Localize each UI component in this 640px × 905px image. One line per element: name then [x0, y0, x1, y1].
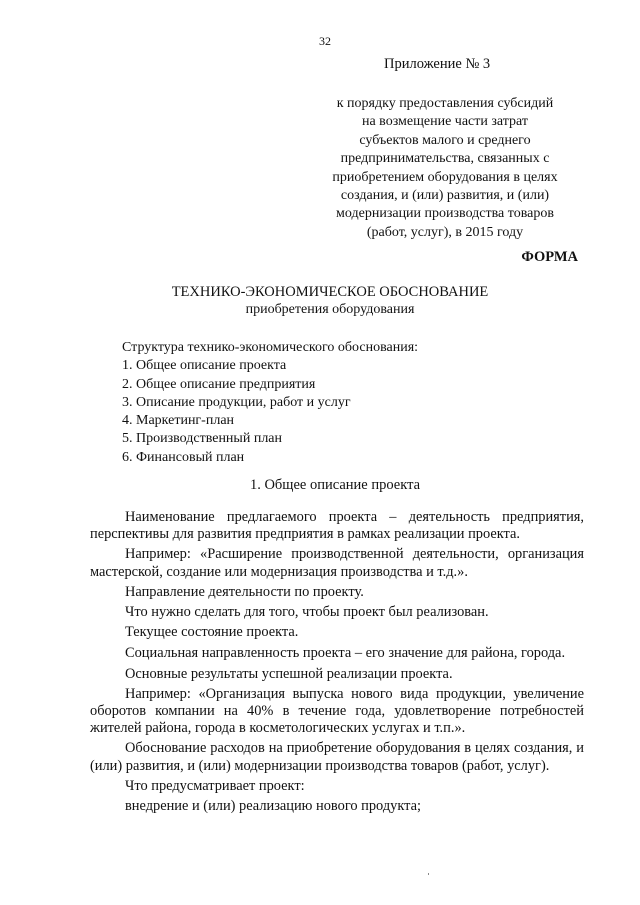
paragraph: Например: «Организация выпуска нового вида продукции, увеличение оборотов компании на 40% в течение года, удовлетворение потребностей жителей района, города в косметологических услугах и т.п.». [90, 685, 584, 737]
paragraph: Что предусматривает проект: [125, 777, 305, 794]
forma-label: ФОРМА [521, 249, 578, 265]
section-heading: 1. Общее описание проекта [249, 477, 421, 493]
paragraph: внедрение и (или) реализацию нового продукта; [125, 798, 421, 815]
paragraph: Основные результаты успешной реализации проекта. [125, 665, 453, 682]
paragraph: Что нужно сделать для того, чтобы проект был реализован. [125, 604, 489, 621]
list-item: 5. Производственный план [122, 431, 283, 447]
appendix-line: создания, и (или) развития, и (или) [340, 188, 550, 204]
structure-list [122, 339, 418, 467]
list-item: 2. Общее описание предприятия [122, 376, 316, 392]
paragraph: Наименование предлагаемого проекта – деятельность предприятия, перспективы для развития предприятия в рамках реализации проекта. [90, 509, 584, 543]
paragraph: Например: «Расширение производственной деятельности, организация мастерской, создание или модернизация производства и т.д.». [90, 546, 584, 580]
appendix-description [300, 95, 590, 242]
paragraph: Текущее состояние проекта. [125, 624, 299, 641]
paragraph: Направление деятельности по проекту. [125, 583, 364, 600]
list-item: 1. Общее описание проекта [122, 358, 287, 374]
structure-heading: Структура технико-экономического обоснования: [122, 340, 419, 355]
appendix-line: на возмещение части затрат [361, 114, 529, 130]
page-number: 32 [319, 34, 331, 48]
list-item: 4. Маркетинг-план [122, 413, 235, 429]
section-body [90, 509, 584, 815]
list-item: 3. Описание продукции, работ и услуг [122, 394, 351, 410]
appendix-line: (работ, услуг), в 2015 году [366, 224, 524, 240]
appendix-line: предпринимательства, связанных с [340, 151, 550, 167]
appendix-line: модернизации производства товаров [336, 206, 554, 222]
appendix-line: субъектов малого и среднего [359, 132, 531, 148]
list-item: 6. Финансовый план [122, 449, 245, 465]
document-title: ТЕХНИКО-ЭКОНОМИЧЕСКОЕ ОБОСНОВАНИЕ [171, 284, 489, 300]
document-subtitle: приобретения оборудования [245, 302, 415, 317]
appendix-title: Приложение № 3 [384, 56, 491, 72]
paragraph: Социальная направленность проекта – его значение для района, города. [125, 645, 566, 662]
scan-speck [428, 873, 429, 875]
appendix-line: приобретением оборудования в целях [332, 169, 558, 185]
appendix-line: к порядку предоставления субсидий [336, 96, 554, 111]
paragraph: Обоснование расходов на приобретение оборудования в целях создания, и (или) развития, и (или) модернизации производства товаров (работ, услуг). [90, 740, 584, 774]
